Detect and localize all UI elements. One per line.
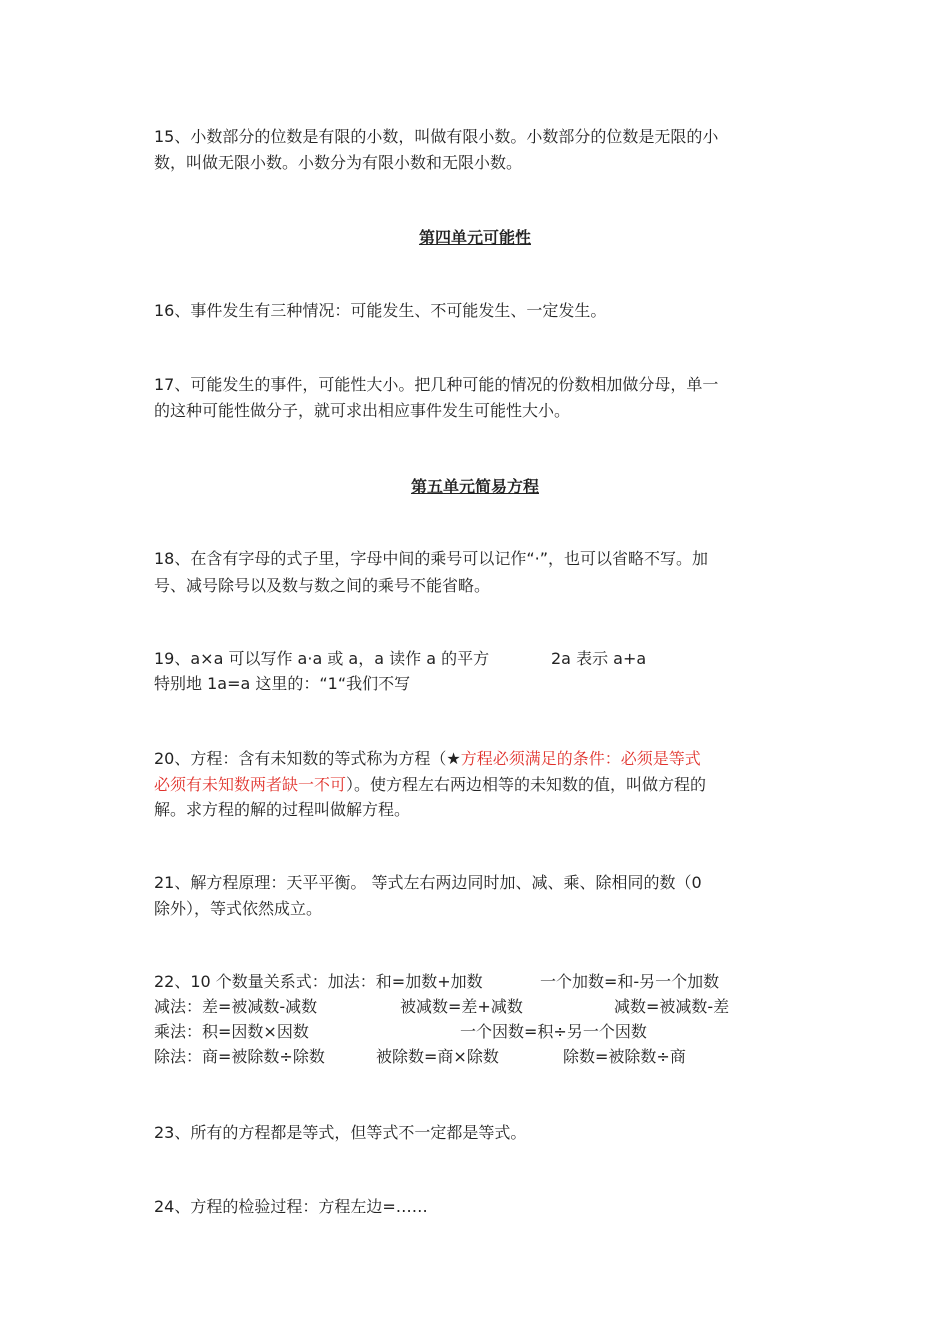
p15-line1: 15、小数部分的位数是有限的小数，叫做有限小数。小数部分的位数是无限的小 bbox=[154, 127, 719, 146]
p20-line1-a: 20、方程：含有未知数的等式称为方程（★ bbox=[154, 749, 461, 768]
p23-line1: 23、所有的方程都是等式，但等式不一定都是等式。 bbox=[154, 1123, 527, 1142]
p22-row4 bbox=[154, 1045, 854, 1069]
p18-line1: 18、在含有字母的式子里，字母中间的乘号可以记作“·”，也可以省略不写。加 bbox=[154, 549, 709, 568]
p17-line1: 17、可能发生的事件，可能性大小。把几种可能的情况的份数相加做分母，单一 bbox=[154, 375, 719, 394]
p20-line3: 解。求方程的解的过程叫做解方程。 bbox=[154, 800, 411, 819]
p22-row1 bbox=[154, 970, 854, 994]
p18-line2: 号、减号除号以及数与数之间的乘号不能省略。 bbox=[154, 576, 491, 595]
p24-line1: 24、方程的检验过程：方程左边=…… bbox=[154, 1197, 428, 1216]
unit4-heading: 第四单元可能性 bbox=[418, 228, 531, 247]
p16-line1: 16、事件发生有三种情况：可能发生、不可能发生、一定发生。 bbox=[154, 301, 607, 320]
p22-row4-c: 除数=被除数÷商 bbox=[563, 1047, 686, 1066]
unit5-heading: 第五单元简易方程 bbox=[410, 477, 539, 496]
p22-row2-a: 减法：差=被减数-减数 bbox=[154, 997, 318, 1016]
p20-line2-b: ）。使方程左右两边相等的未知数的值，叫做方程的 bbox=[346, 775, 707, 794]
p21-line2: 除外），等式依然成立。 bbox=[154, 899, 323, 918]
p19-row1 bbox=[154, 647, 854, 671]
p20-line1 bbox=[154, 747, 701, 771]
p22-row4-b: 被除数=商×除数 bbox=[376, 1047, 499, 1066]
p17-line2: 的这种可能性做分子，就可求出相应事件发生可能性大小。 bbox=[154, 401, 571, 420]
p22-row2-b: 被减数=差+减数 bbox=[400, 997, 523, 1016]
p20-line2 bbox=[154, 773, 706, 797]
p22-row3 bbox=[154, 1020, 854, 1044]
p19-line2: 特别地 1a=a 这里的：“1“我们不写 bbox=[154, 674, 411, 693]
p20-line1-red: 方程必须满足的条件：必须是等式 bbox=[460, 749, 701, 768]
p22-row1-b: 一个加数=和-另一个加数 bbox=[540, 972, 720, 991]
p20-line2-red: 必须有未知数两者缺一不可 bbox=[154, 775, 347, 794]
p22-row2-c: 减数=被减数-差 bbox=[614, 997, 730, 1016]
p22-row4-a: 除法：商=被除数÷除数 bbox=[154, 1047, 325, 1066]
p22-row3-a: 乘法：积=因数×因数 bbox=[154, 1022, 309, 1041]
p15-line2: 数，叫做无限小数。小数分为有限小数和无限小数。 bbox=[154, 153, 523, 172]
p19-line1-a: 19、a×a 可以写作 a·a 或 a，a 读作 a 的平方 bbox=[154, 649, 490, 668]
p19-line1-b: 2a 表示 a+a bbox=[551, 649, 647, 668]
p22-row2 bbox=[154, 995, 854, 1019]
p22-row3-b: 一个因数=积÷另一个因数 bbox=[460, 1022, 647, 1041]
p22-row1-a: 22、10 个数量关系式：加法：和=加数+加数 bbox=[154, 972, 483, 991]
p21-line1: 21、解方程原理：天平平衡。 等式左右两边同时加、减、乘、除相同的数（0 bbox=[154, 873, 702, 892]
